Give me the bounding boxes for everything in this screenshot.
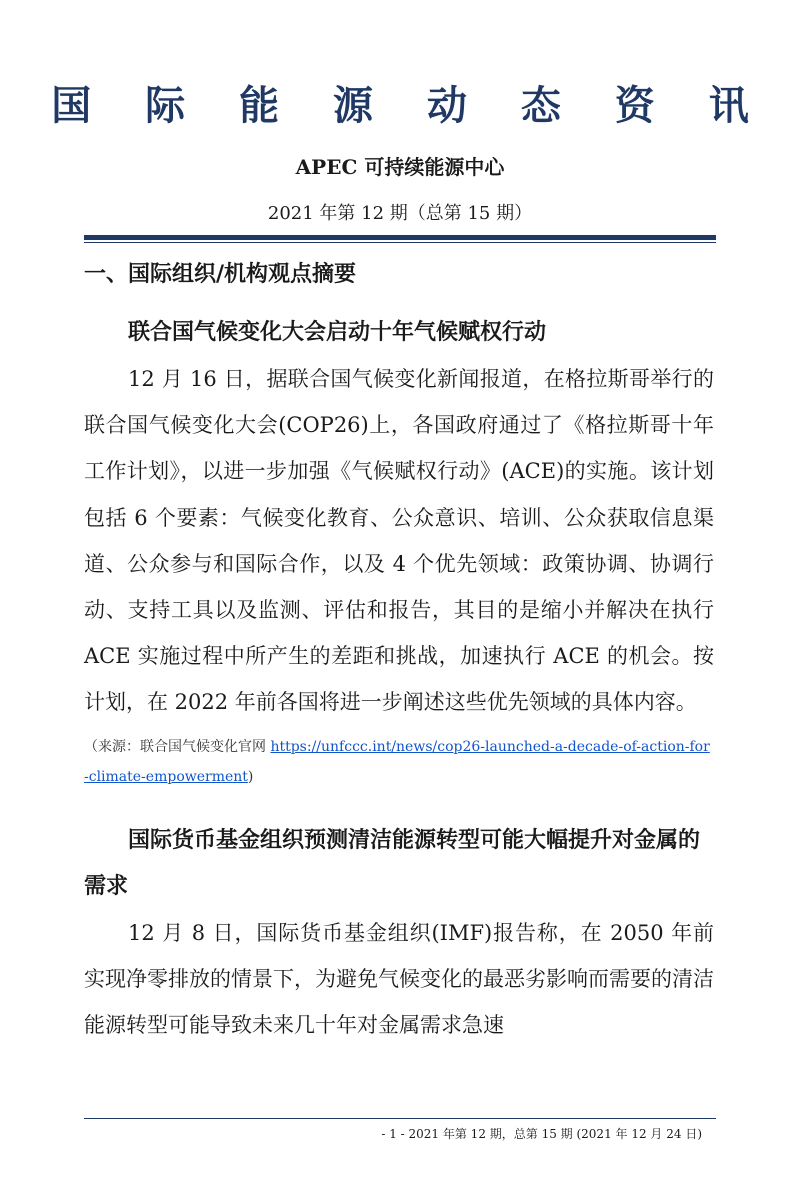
issue-number: 2021 年第 12 期（总第 15 期） — [267, 203, 533, 224]
page-footer: - 1 - 2021 年第 12 期，总第 15 期 (2021 年 12 月 24 日) — [381, 1127, 702, 1141]
article-title: 联合国气候变化大会启动十年气候赋权行动 — [128, 320, 547, 345]
source-link[interactable]: https://unfccc.int/news/cop26-launched-a-decade-of-action-for-climate-empowerment — [84, 738, 710, 785]
article-title: 国际货币基金组织预测清洁能源转型可能大幅提升对金属的需求 — [84, 827, 701, 899]
article-body: 12 月 16 日，据联合国气候变化新闻报道，在格拉斯哥举行的联合国气候变化大会(COP26)上，各国政府通过了《格拉斯哥十年工作计划》，以进一步加强《气候赋权行动》(ACE)的实施。该计划包括 6 个要素：气候变化教育、公众意识、培训、公众获取信息渠道、公众参与和国际合作，以及 4 个优先领域：政策协调、协调行动、支持工具以及监测、评估和报告，其目的是缩小并解决在执行 ACE 实施过程中所产生的差距和挑战，加速执行 ACE 的机会。按计划，在 2022 年前各国将进一步阐述这些优先领域的具体内容。 — [84, 367, 714, 715]
masthead-title: 国 际 能 源 动 态 资 讯 — [51, 82, 769, 129]
content-area — [84, 310, 714, 1048]
section-heading: 一、国际组织/机构观点摘要 — [84, 262, 357, 287]
article-source — [84, 732, 714, 792]
publisher-name: APEC 可持续能源中心 — [295, 155, 505, 179]
article-body: 12 月 8 日，国际货币基金组织(IMF)报告称，在 2050 年前实现净零排放的情景下，为避免气候变化的最恶劣影响而需要的清洁能源转型可能导致未来几十年对金属需求急速 — [84, 920, 714, 1038]
source-suffix: ) — [247, 768, 254, 785]
header-divider-thick — [84, 235, 716, 240]
footer-divider — [84, 1118, 716, 1119]
source-prefix: （来源：联合国气候变化官网 — [84, 738, 271, 755]
header-divider-thin — [84, 242, 716, 243]
